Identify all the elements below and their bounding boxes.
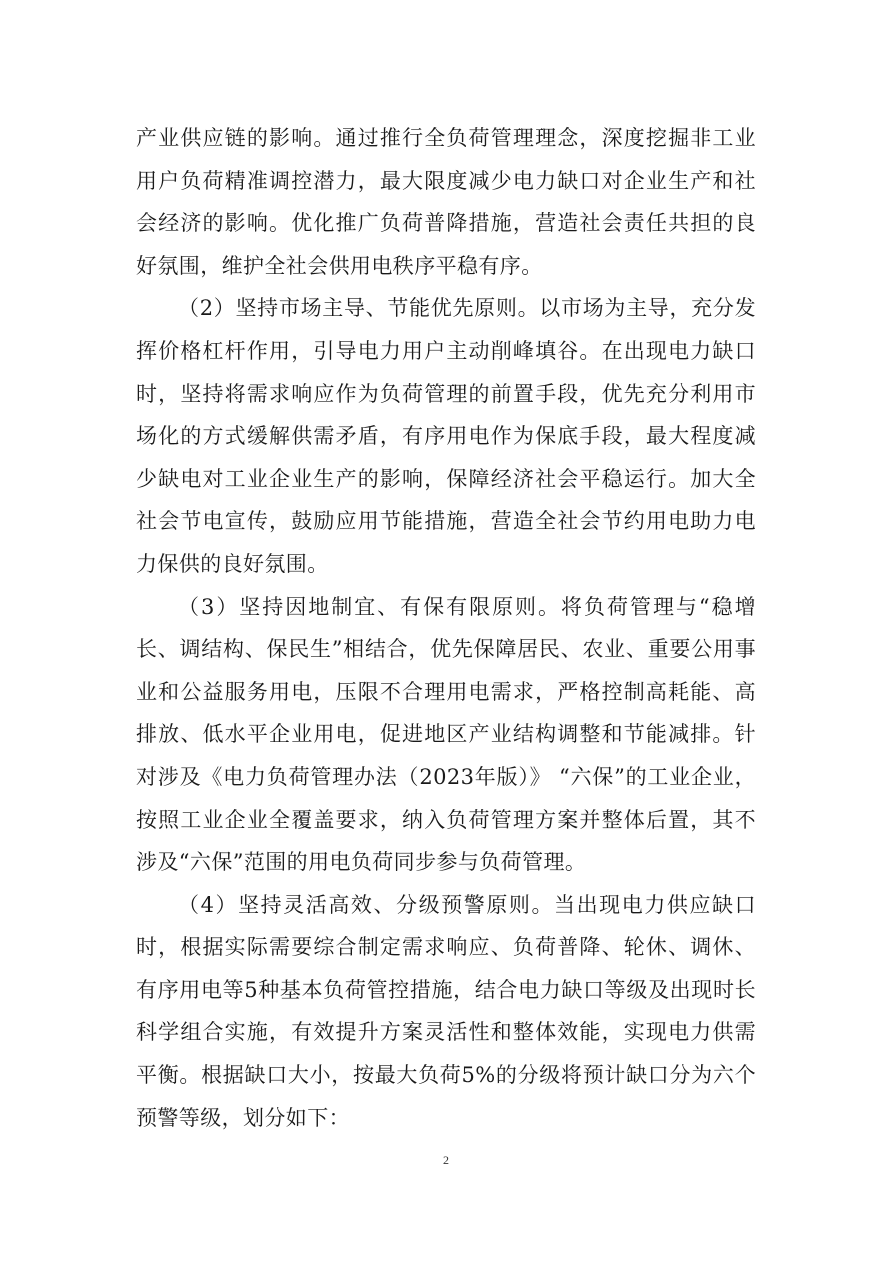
paragraph-principle-4: （4）坚持灵活高效、分级预警原则。当出现电力供应缺口时，根据实际需要综合制定需求响应、负荷普降、轮休、调休、有序用电等5种基本负荷管控措施，结合电力缺口等级及出现时长科学组合实施，有效提升方案灵活性和整体效能，实现电力供需平衡。根据缺口大小，按最大负荷5%的分级将预计缺口分为六个预警等级，划分如下：	[136, 892, 756, 1130]
page-number: 2	[443, 1153, 449, 1167]
paragraph-principle-3: （3）坚持因地制宜、有保有限原则。将负荷管理与“稳增长、调结构、保民生”相结合，优先保障居民、农业、重要公用事业和公益服务用电，压限不合理用电需求，严格控制高耗能、高排放、低水平企业用电，促进地区产业结构调整和节能减排。针对涉及《电力负荷管理办法（2023年版）》 “六保”的工业企业，按照工业企业全覆盖要求，纳入负荷管理方案并整体后置，其不涉及“六保”范围的用电负荷同步参与负荷管理。	[136, 594, 756, 875]
body-text	[136, 117, 756, 1139]
paragraph-continuation: 产业供应链的影响。通过推行全负荷管理理念，深度挖掘非工业用户负荷精准调控潜力，最大限度减少电力缺口对企业生产和社会经济的影响。优化推广负荷普降措施，营造社会责任共担的良好氛围，维护全社会供用电秩序平稳有序。	[136, 126, 756, 278]
paragraph-principle-2: （2）坚持市场主导、节能优先原则。以市场为主导，充分发挥价格杠杆作用，引导电力用户主动削峰填谷。在出现电力缺口时，坚持将需求响应作为负荷管理的前置手段，优先充分利用市场化的方式缓解供需矛盾，有序用电作为保底手段，最大程度减少缺电对工业企业生产的影响，保障经济社会平稳运行。加大全社会节电宣传，鼓励应用节能措施，营造全社会节约用电助力电力保供的良好氛围。	[136, 296, 756, 576]
